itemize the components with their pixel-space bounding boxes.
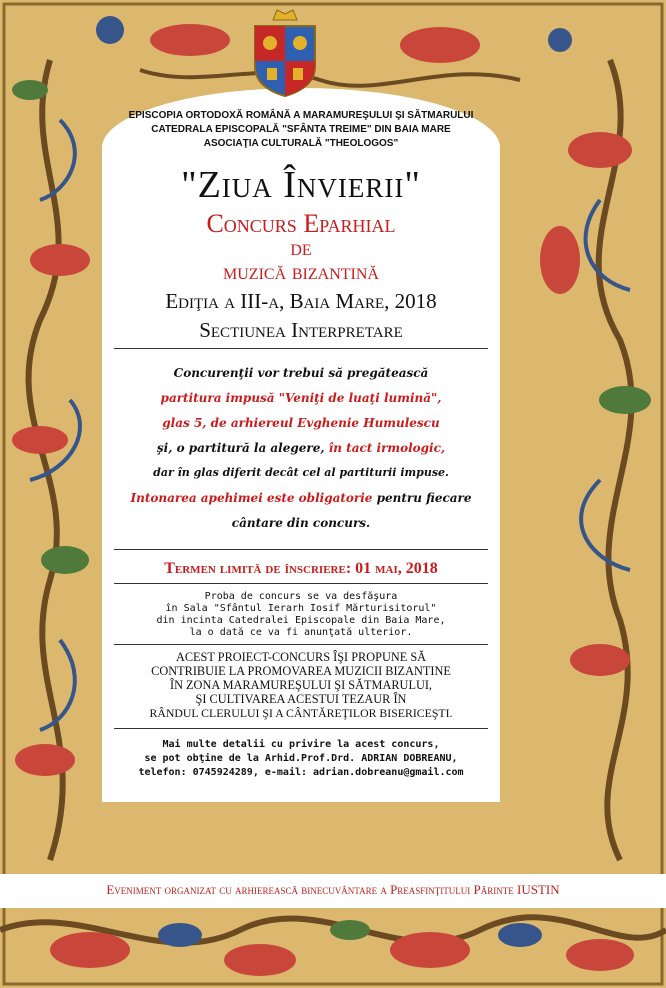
req-line-6 bbox=[102, 487, 500, 509]
req-line-4a: şi, o partitură la alegere, bbox=[156, 441, 325, 455]
divider bbox=[114, 348, 488, 349]
req-line-6b: pentru fiecare bbox=[372, 491, 472, 505]
req-line-7: cântare din concurs. bbox=[231, 516, 371, 530]
contest-title-line-1: Concurs Eparhial bbox=[206, 209, 396, 238]
org-line-3: ASOCIAŢIA CULTURALĂ "THEOLOGOS" bbox=[203, 138, 399, 149]
contact-line-1-text: Mai multe detalii cu privire la acest concurs, bbox=[162, 739, 440, 750]
venue-line-3: din incinta Catedralei Episcopale din Baia Mare, bbox=[156, 615, 446, 626]
req-line-1: Concurenţii vor trebui să pregătească bbox=[173, 366, 429, 380]
divider bbox=[114, 644, 488, 645]
req-line-3: glas 5, de arhiereul Evghenie Humulescu bbox=[162, 416, 440, 430]
req-line-2: partitura impusă "Veniţi de luaţi lumină", bbox=[160, 391, 442, 405]
main-title: "Ziua Învierii" bbox=[181, 164, 421, 206]
req-line-4b: în tact irmologic, bbox=[324, 441, 446, 455]
req-line-5: dar în glas diferit decât cel al partiturii impuse. bbox=[153, 466, 449, 479]
divider bbox=[114, 549, 488, 550]
contest-title-line-3: muzică bizantină bbox=[223, 259, 379, 284]
org-line-2: CATEDRALA EPISCOPALĂ "SFÂNTA TREIME" DIN BAIA MARE bbox=[151, 124, 451, 135]
project-line-3: ÎN ZONA MARAMUREŞULUI ŞI SĂTMARULUI, bbox=[170, 678, 432, 692]
req-line-4 bbox=[102, 437, 500, 459]
project-line-5: RÂNDUL CLERULUI ŞI A CÂNTĂREŢILOR BISERICEŞTI. bbox=[149, 706, 453, 720]
contact-line-2 bbox=[102, 753, 500, 765]
project-line-1: ACEST PROIECT-CONCURS ÎŞI PROPUNE SĂ bbox=[175, 650, 427, 664]
divider bbox=[114, 728, 488, 729]
contact-line-3-text: telefon: 0745924289, e-mail: adrian.dobreanu@gmail.com bbox=[138, 767, 464, 778]
contact-line-3 bbox=[102, 767, 500, 779]
footer-blessing: Eveniment organizat cu arhierească binecuvântare a Preasfinţitului Părinte IUSTIN bbox=[106, 882, 560, 897]
contact-line-1 bbox=[102, 739, 500, 751]
contact-line-2-text: se pot obţine de la Arhid.Prof.Drd. ADRIAN DOBREANU, bbox=[144, 753, 458, 764]
req-line-6a: Intonarea apehimei este obligatorie bbox=[130, 491, 373, 505]
org-line-1: EPISCOPIA ORTODOXĂ ROMÂNĂ A MARAMUREŞULUI ŞI SĂTMARULUI bbox=[128, 110, 474, 121]
venue-line-4: la o dată ce va fi anunţată ulterior. bbox=[189, 627, 413, 638]
project-line-4: ŞI CULTIVAREA ACESTUI TEZAUR ÎN bbox=[195, 692, 407, 706]
project-line-2: CONTRIBUIE LA PROMOVAREA MUZICII BIZANTINE bbox=[151, 664, 451, 678]
venue-line-2: în Sala "Sfântul Ierarh Iosif Mărturisitorul" bbox=[165, 603, 437, 614]
divider bbox=[114, 583, 488, 584]
section-line: Sectiunea Interpretare bbox=[199, 318, 403, 342]
contest-title-line-2: de bbox=[290, 235, 312, 260]
deadline: Termen limită de înscriere: 01 mai, 2018 bbox=[164, 560, 438, 577]
edition-line: Ediţia a III-a, Baia Mare, 2018 bbox=[165, 289, 437, 313]
episcopal-crest-icon bbox=[243, 6, 327, 98]
venue-line-1: Proba de concurs se va desfăşura bbox=[204, 591, 398, 602]
